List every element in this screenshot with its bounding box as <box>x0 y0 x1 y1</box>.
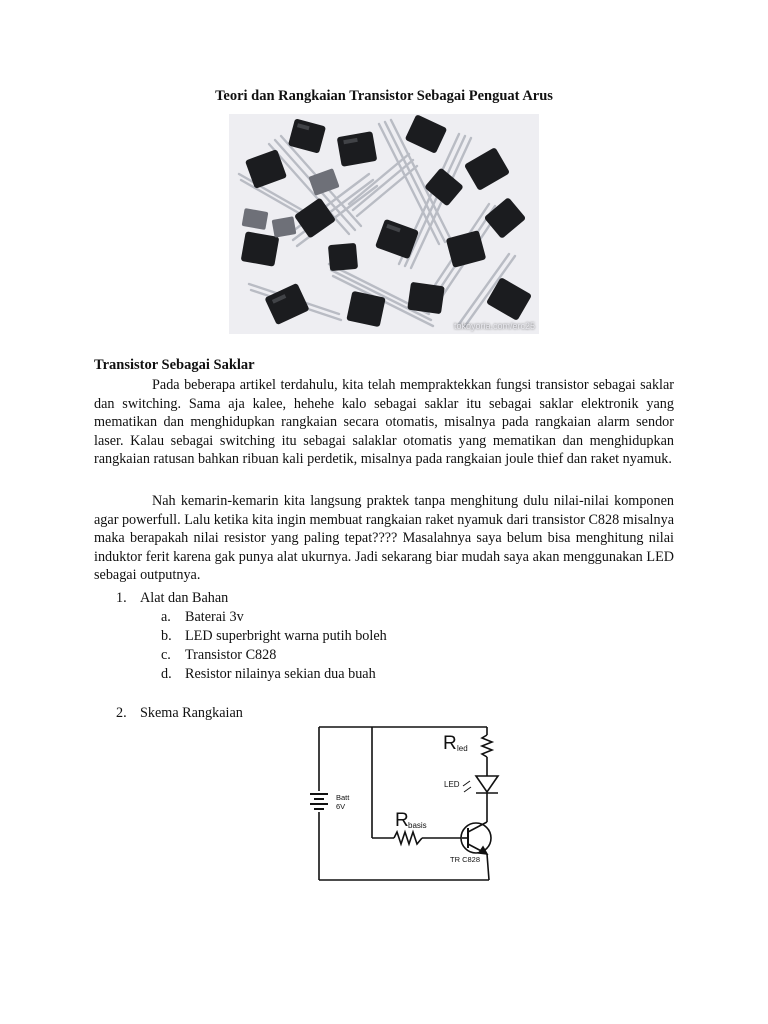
photo-watermark: tokoyoria.com/erc25 <box>453 321 535 331</box>
sub-item-d <box>161 665 376 683</box>
rled-label-main: R <box>443 733 457 754</box>
paragraph-2 <box>94 492 674 585</box>
sub-letter: b. <box>161 628 172 644</box>
document-title: Teori dan Rangkaian Transistor Sebagai Penguat Arus <box>215 88 553 104</box>
list-number: 2. <box>116 705 127 721</box>
circuit-schematic <box>300 718 510 893</box>
battery-value: 6V <box>336 802 346 811</box>
list-label: Skema Rangkaian <box>140 705 243 721</box>
section-heading: Transistor Sebagai Saklar <box>94 357 255 373</box>
sub-item-b <box>161 627 387 645</box>
battery-label: Batt <box>336 793 350 802</box>
circuit-diagram <box>300 718 510 888</box>
led-symbol <box>476 776 498 792</box>
sub-text: LED superbright warna putih boleh <box>185 628 387 644</box>
paragraph-1 <box>94 376 674 469</box>
sub-text: Resistor nilainya sekian dua buah <box>185 666 376 682</box>
rled-label-sub: led <box>457 744 468 753</box>
paragraph-1-text: Pada beberapa artikel terdahulu, kita telah mempraktekkan fungsi transistor sebagai saklar dan switching. Sama aja kalee, hehehe kalo sebagai saklar itu sebagai saklar elektronik yang mematikan dan menghidupkan rangkaian secara otomatis, misalnya pada rangkaian alarm sendor laser. Kalau sebagai switching itu sebagai salaklar otomatis yang mematikan dan menghidupkan rangkaian ratusan bahkan ribuan kali perdetik, misalnya pada rangkaian joule thief dan raket nyamuk. <box>94 377 674 468</box>
list-item-1 <box>116 589 228 607</box>
list-item-2 <box>116 704 243 722</box>
led-label: LED <box>444 780 460 789</box>
rbasis-label-sub: basis <box>408 821 427 830</box>
transistor-photo <box>229 114 539 334</box>
list-number: 1. <box>116 590 127 606</box>
paragraph-2-text: Nah kemarin-kemarin kita langsung praktek tanpa menghitung dulu nilai-nilai komponen agar powerfull. Lalu ketika kita ingin membuat rangkaian raket nyamuk dari transistor C828 misalnya maka berapakah nilai resistor yang paling tepat???? Masalahnya saya belum bisa menghitung nilai induktor ferit karena gak punya alat ukurnya. Jadi sekarang biar mudah saya akan menggunakan LED sebagai outputnya. <box>94 493 674 584</box>
sub-letter: c. <box>161 647 171 663</box>
sub-text: Transistor C828 <box>185 647 277 663</box>
led-ray-1 <box>463 781 470 786</box>
sub-letter: d. <box>161 666 172 682</box>
wire-emitter-down <box>487 854 489 880</box>
led-ray-2 <box>464 787 471 792</box>
transistor-pile-image <box>229 114 539 334</box>
sub-text: Baterai 3v <box>185 609 244 625</box>
resistor-rled-symbol <box>482 735 492 757</box>
resistor-rbasis-symbol <box>394 832 422 844</box>
transistor-label: TR C828 <box>450 855 481 864</box>
rbasis-label-main: R <box>395 810 409 831</box>
sub-item-c <box>161 646 276 664</box>
sub-letter: a. <box>161 609 171 625</box>
list-label: Alat dan Bahan <box>140 590 229 606</box>
sub-item-a <box>161 608 244 626</box>
